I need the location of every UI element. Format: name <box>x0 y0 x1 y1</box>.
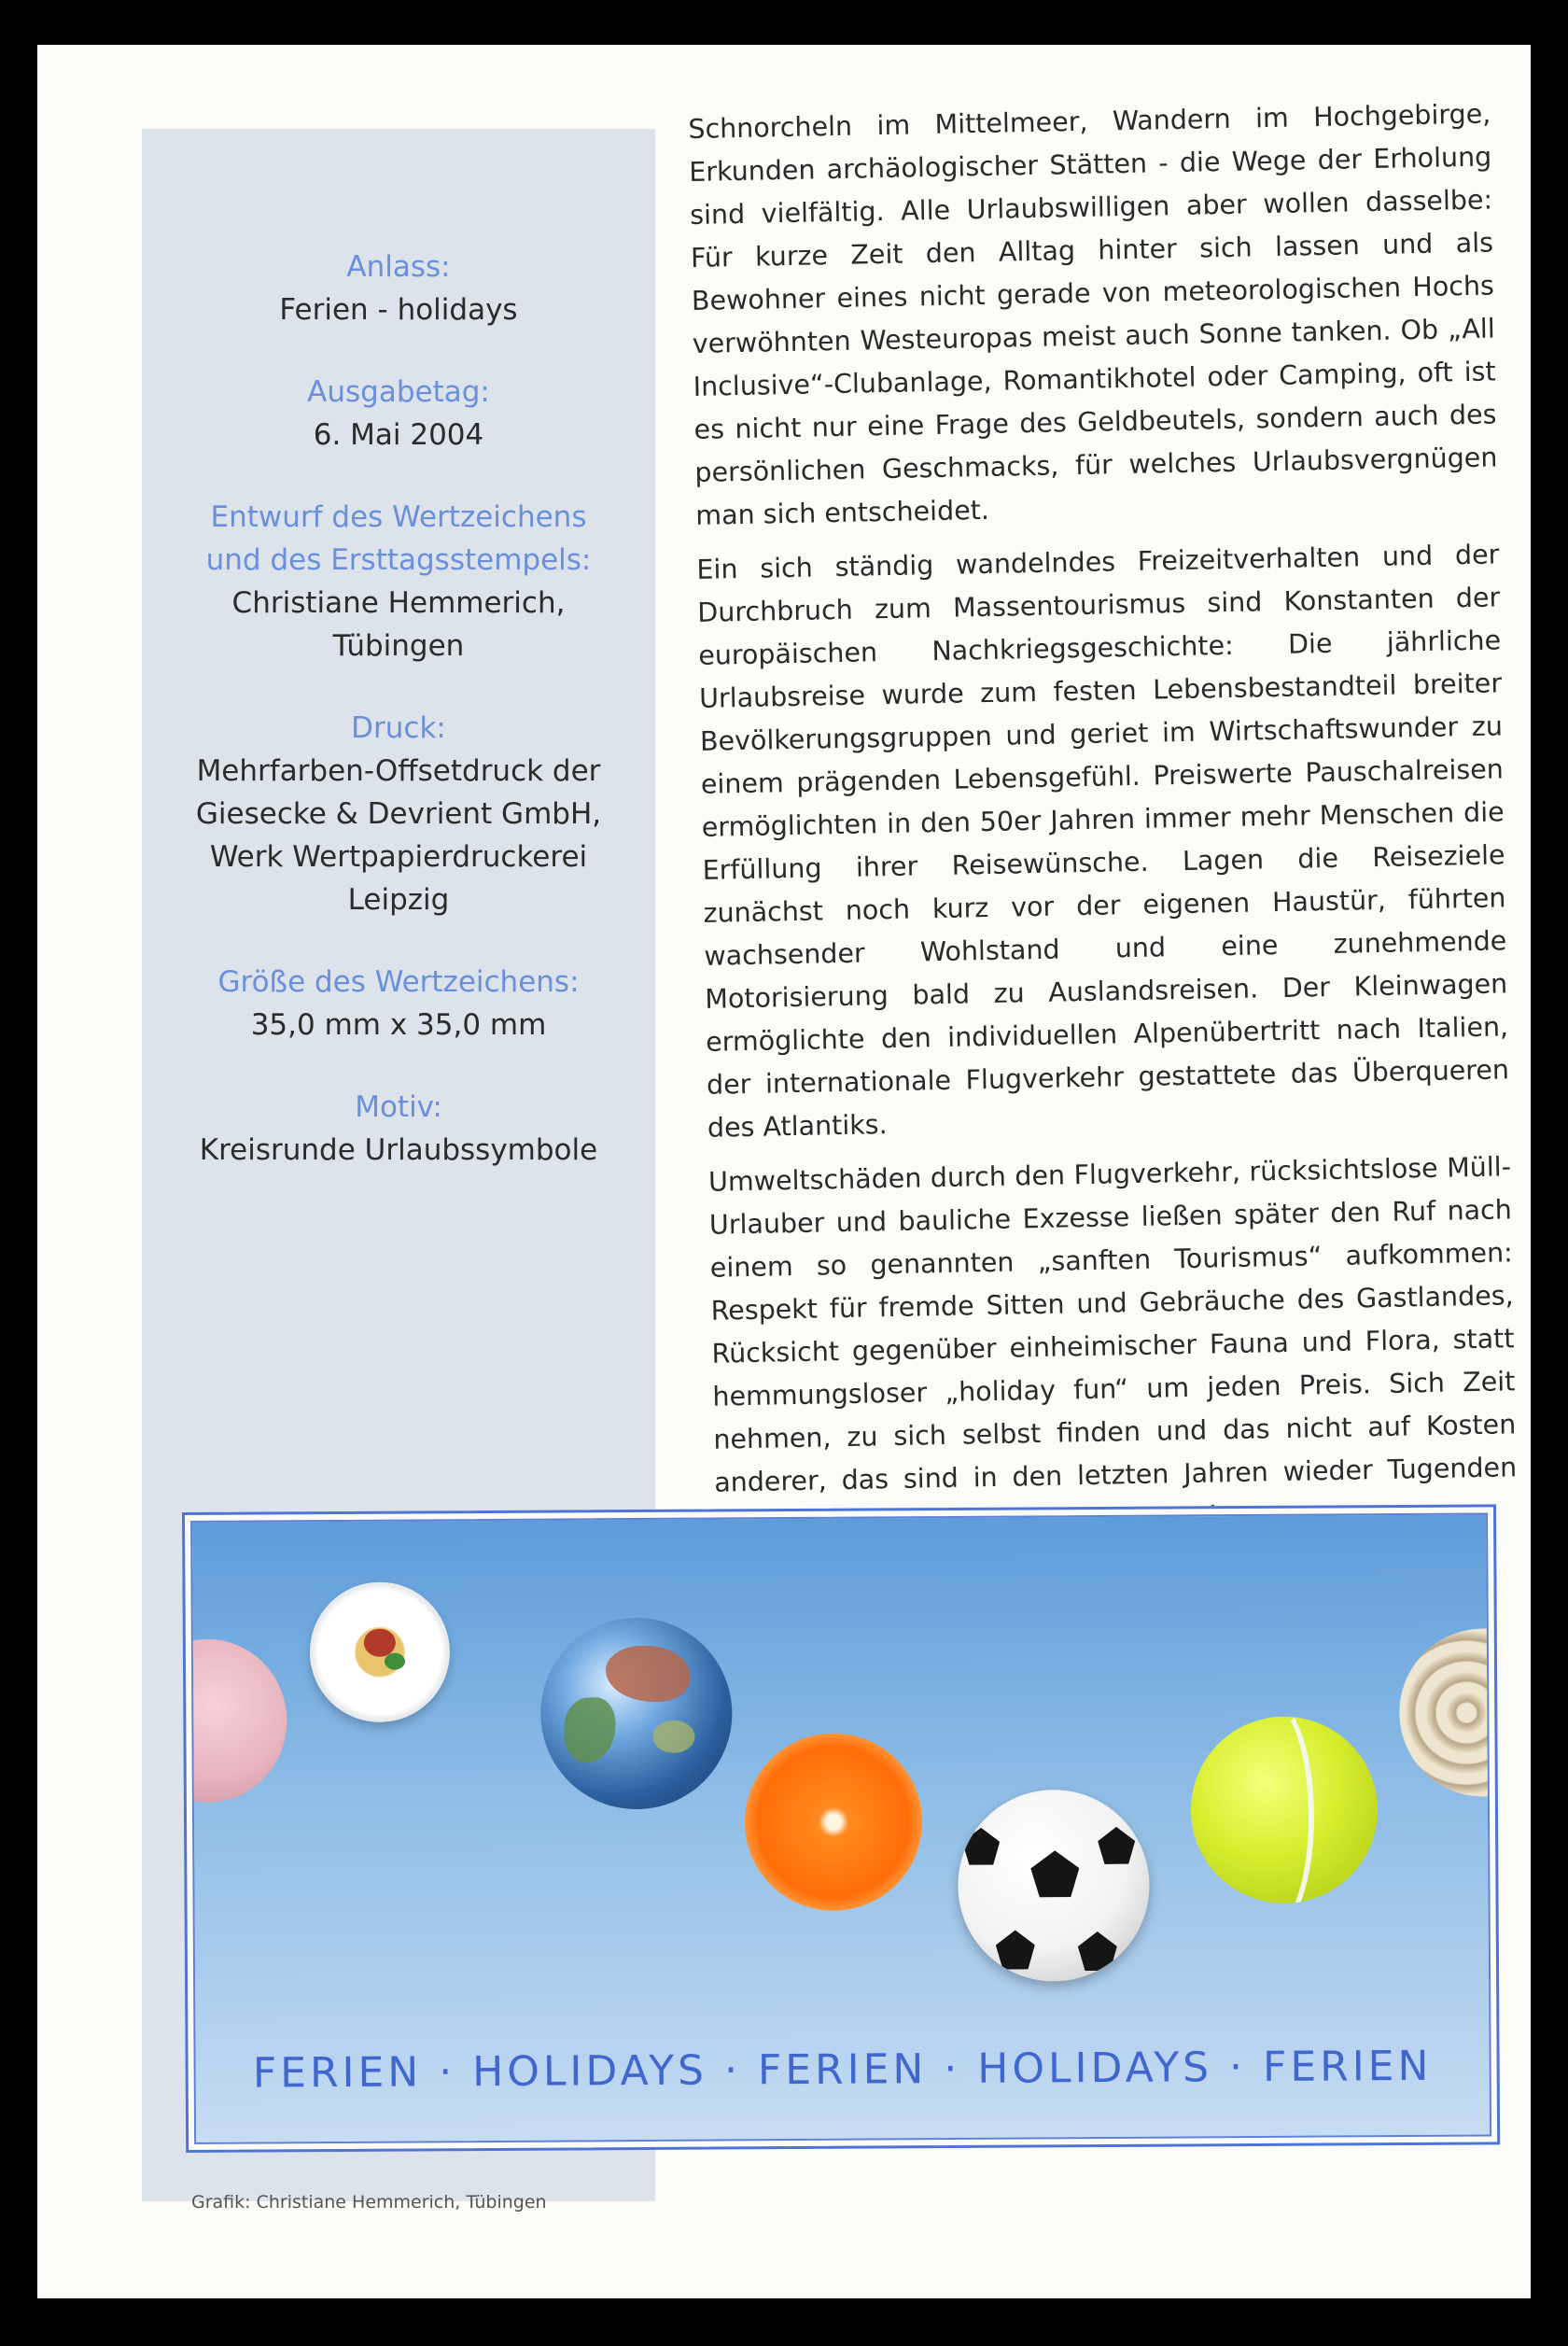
info-label: Druck: <box>351 711 446 745</box>
page <box>37 45 1531 2298</box>
snail-shell-icon <box>1399 1628 1491 1797</box>
info-label: und des Ersttagsstempels: <box>205 543 592 577</box>
info-label: Ausgabetag: <box>307 375 490 409</box>
info-label: Entwurf des Wertzeichens <box>210 500 587 534</box>
tennis-ball-icon <box>1190 1716 1378 1903</box>
info-motif <box>142 1086 655 1172</box>
body-text <box>688 92 1519 1558</box>
info-design <box>142 496 655 667</box>
graphic-credit: Grafik: Christiane Hemmerich, Tübingen <box>191 2192 547 2213</box>
card-caption: FERIEN · HOLIDAYS · FERIEN · HOLIDAYS · FERIEN <box>252 2042 1433 2098</box>
spaghetti-plate-icon <box>309 1581 450 1722</box>
info-value: Giesecke & Devrient GmbH, <box>195 797 602 831</box>
info-label: Motiv: <box>355 1090 442 1124</box>
stamp-souvenir-card <box>182 1504 1500 2153</box>
info-label: Anlass: <box>346 250 451 284</box>
info-value: 6. Mai 2004 <box>313 418 484 452</box>
card-artwork <box>190 1512 1491 2143</box>
globe-icon <box>540 1617 733 1809</box>
issue-details <box>142 246 655 1211</box>
info-print <box>142 707 655 921</box>
info-value: Werk Wertpapierdruckerei <box>209 840 588 874</box>
info-value: Kreisrunde Urlaubssymbole <box>199 1133 598 1167</box>
info-label: Größe des Wertzeichens: <box>217 965 580 999</box>
info-value: Christiane Hemmerich, <box>231 586 566 620</box>
info-value: Leipzig <box>347 883 450 917</box>
info-value: Tübingen <box>332 629 465 663</box>
info-value: 35,0 mm x 35,0 mm <box>250 1008 547 1042</box>
info-value: Mehrfarben-Offsetdruck der <box>196 754 601 788</box>
info-issue-date <box>142 371 655 457</box>
info-value: Ferien - holidays <box>279 293 518 327</box>
info-size <box>142 961 655 1047</box>
paragraph: Schnorcheln im Mittelmeer, Wandern im Hochgebirge, Erkunden archäologischer Stätten - die Wege der Erholung sind vielfältig. Alle Urlaubswilligen aber wollen dasselbe: Für kurze Zeit den Alltag hinter sich lassen und als Bewohner eines nicht gerade von meteorologischen Hochs verwöhnten Westeuropas meist auch Sonne tanken. Ob „All Inclusive“-Clubanlage, Romantikhotel oder Camping, oft ist es nicht nur eine Frage des Geldbeutels, sondern auch des persönlichen Geschmacks, für welches Urlaubsvergnügen man sich entscheidet. <box>688 98 1498 531</box>
soccer-ball-icon <box>958 1790 1150 1982</box>
info-occasion <box>142 246 655 331</box>
ice-cream-scoop-icon <box>190 1638 287 1803</box>
paragraph: Ein sich ständig wandelndes Freizeitverhalten und der Durchbruch zum Massentourismus sind Konstanten der europäischen Nachkriegsgeschichte: Die jährliche Urlaubsreise wurde zum festen Lebensbestandteil breiter Bevölkerungsgruppen und geriet im Wirtschaftswunder zu einem prägenden Lebensgefühl. Preiswerte Pauschalreisen ermöglichten in den 50er Jahren immer mehr Menschen die Erfüllung ihrer Reisewünsche. Lagen die Reiseziele zunächst noch kurz vor der eigenen Haustür, führten wachsender Wohlstand und eine zunehmende Motorisierung bald zu Auslandsreisen. Der Kleinwagen ermöglichte den individuellen Alpenübertritt nach Italien, der internationale Flugverkehr gestattete das Überqueren des Atlantiks. <box>696 539 1510 1144</box>
paragraph: Umweltschäden durch den Flugverkehr, rücksichtslose Müll-Urlauber und bauliche Exzesse ließen später den Ruf nach einem so genannten „sanften Tourismus“ aufkommen: Respekt für fremde Sitten und Gebräuche des Gastlandes, Rücksicht gegenüber einheimischer Fauna und Flora, statt hemmungsloser „holiday fun“ um jeden Preis. Sich Zeit nehmen, zu sich selbst finden und das nicht auf Kosten anderer, das sind in den letzten Jahren wieder Tugenden <box>707 1151 1518 1498</box>
orange-half-icon <box>744 1733 922 1911</box>
